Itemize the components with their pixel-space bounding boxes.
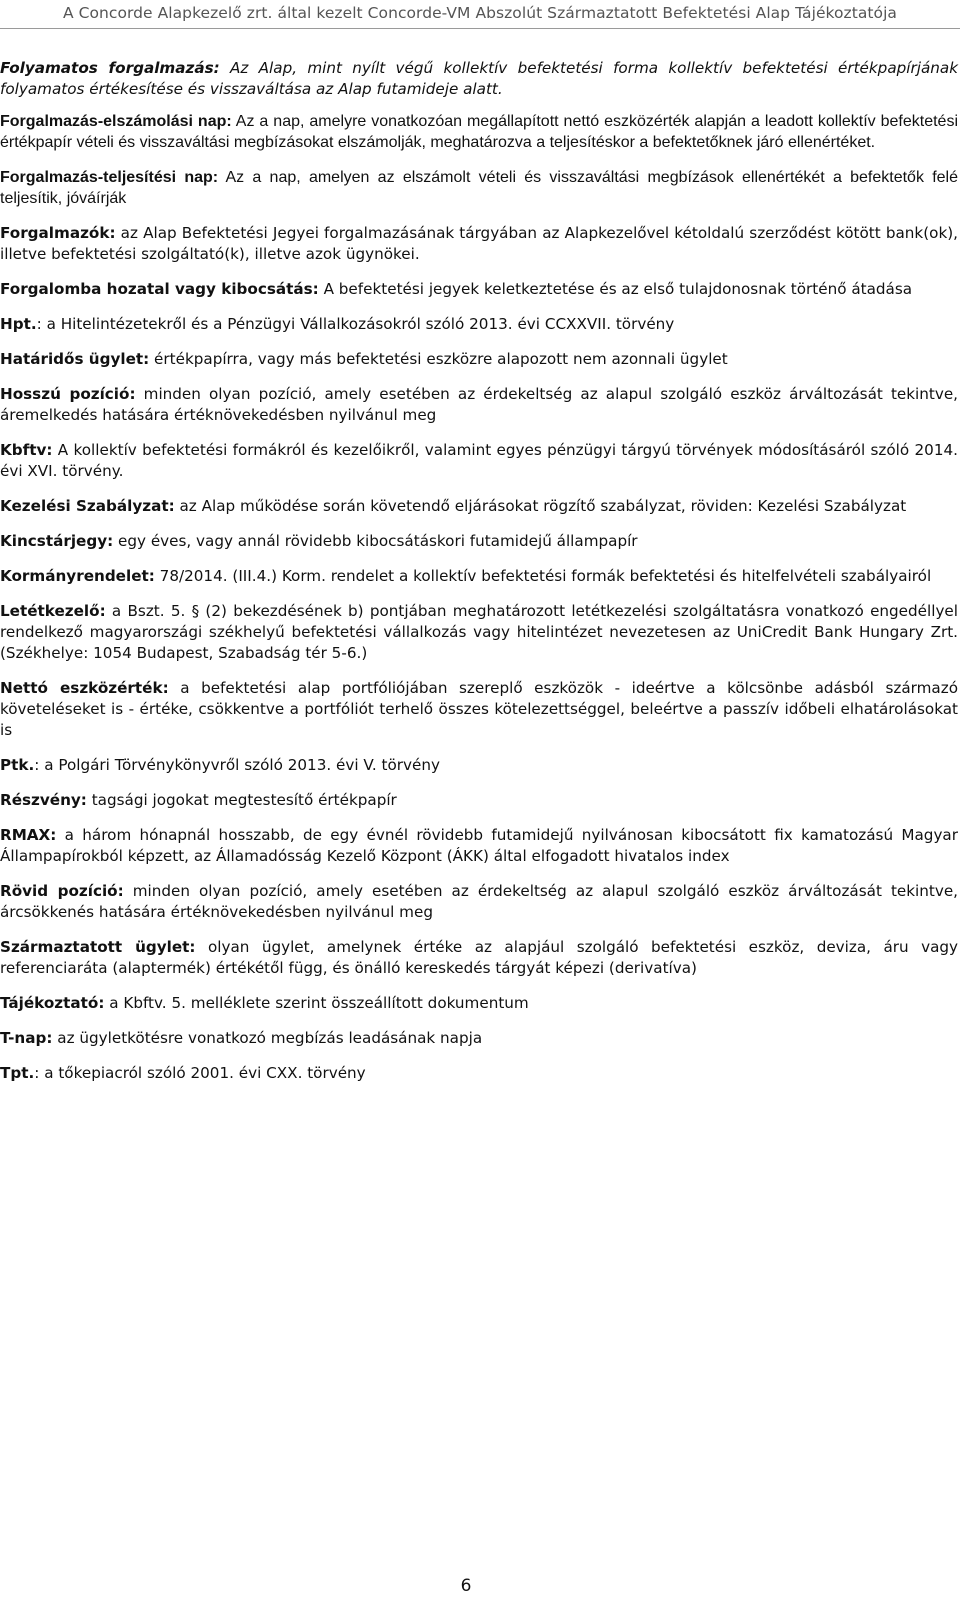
definition-hpt <box>0 314 958 335</box>
definition-text: A befektetési jegyek keletkeztetése és az első tulajdonosnak történő átadása <box>318 280 913 298</box>
definition-term: Kbftv: <box>0 441 53 459</box>
definition-text: Az Alap, mint nyílt végű kollektív befektetési forma kollektív befektetési értékpapírjának folyamatos értékesítése és visszaváltása az Alap futamideje alatt. <box>0 59 958 98</box>
definition-term: Hpt. <box>0 315 37 333</box>
definition-text: a befektetési alap portfóliójában szereplő eszközök - ideértve a kölcsönbe adásból származó követeléseket is - értéke, csökkentve a portfóliót terhelő összes kötelezettséggel, beleértve a passzív időbeli elhatárolásokat is <box>0 679 958 739</box>
definition-text: olyan ügylet, amelynek értéke az alapjául szolgáló befektetési eszköz, deviza, áru vagy referenciaráta (alaptermék) értékétől függ, és önálló kereskedés tárgyát képezi (derivatíva) <box>0 938 959 977</box>
definition-term: Folyamatos forgalmazás: <box>0 59 220 77</box>
definition-term: Hosszú pozíció: <box>0 385 136 403</box>
definition-forgalmazas-elszamolasi-nap <box>0 111 958 153</box>
definition-text: 78/2014. (III.4.) Korm. rendelet a kollektív befektetési formák befektetési és hitelfelvételi szabályairól <box>154 567 932 585</box>
definition-text: : a Hitelintézetekről és a Pénzügyi Vállalkozásokról szóló 2013. évi CCXXVII. törvény <box>36 315 675 333</box>
definition-term: Nettó eszközérték: <box>0 679 169 697</box>
definition-text: az Alap Befektetési Jegyei forgalmazásának tárgyában az Alapkezelővel kétoldalú szerződést kötött bank(ok), illetve befektetési szolgáltató(k), illetve azok ügynökei. <box>0 224 958 263</box>
definition-text: : a Polgári Törvénykönyvről szóló 2013. évi V. törvény <box>34 756 440 774</box>
definition-term: Tpt. <box>0 1064 35 1082</box>
definition-tpt <box>0 1063 958 1084</box>
definition-text: értékpapírra, vagy más befektetési eszközre alapozott nem azonnali ügylet <box>149 350 728 368</box>
definition-text: Az a nap, amelyre vonatkozóan megállapított nettó eszközérték alapján a leadott kollektív befektetési értékpapír vételi és visszaváltási megbízásokat elszámolják, meghatározva a teljesítéskor a befektetőknek járó ellenértéket. <box>0 113 959 151</box>
definition-text: : a tőkepiacról szóló 2001. évi CXX. törvény <box>34 1064 366 1082</box>
definition-ptk <box>0 755 958 776</box>
definition-text: Az a nap, amelyen az elszámolt vételi és visszaváltási megbízások ellenértékét a befektetők felé teljesítik, jóváírják <box>0 169 959 207</box>
definition-t-nap <box>0 1028 958 1049</box>
definition-text: a három hónapnál hosszabb, de egy évnél rövidebb futamidejű nyilvánosan kibocsátott fix kamatozású Magyar Állampapírokból képzett, az Államadósság Kezelő Központ (ÁKK) által elfogadott hivatalos index <box>0 826 958 865</box>
definition-term: Forgalomba hozatal vagy kibocsátás: <box>0 280 319 298</box>
definition-netto-eszkozertek <box>0 678 958 741</box>
definition-forgalmazas-teljesitesi-nap <box>0 167 958 209</box>
page-header: A Concorde Alapkezelő zrt. által kezelt Concorde-VM Abszolút Származtatott Befektetési Alap Tájékoztatója <box>63 4 897 22</box>
definition-text: a Bszt. 5. § (2) bekezdésének b) pontjában meghatározott letétkezelési szolgáltatásra vonatkozó engedéllyel rendelkező magyarországi székhelyű befektetési vállalkozás vagy hitelintézet nevezetesen az UniCredit Bank Hungary Zrt. (Székhelye: 1054 Budapest, Szabadság tér 5-6.) <box>0 602 958 662</box>
definition-term: Forgalmazók: <box>0 224 116 242</box>
definition-forgalmazok <box>0 223 958 265</box>
definition-kbftv <box>0 440 958 482</box>
definition-text: az Alap működése során követendő eljárásokat rögzítő szabályzat, röviden: Kezelési Szabályzat <box>174 497 907 515</box>
definition-term: Ptk. <box>0 756 35 774</box>
definition-folyamatos-forgalmazas <box>0 58 958 100</box>
definition-hosszu-pozicio <box>0 384 958 426</box>
definition-term: Származtatott ügylet: <box>0 938 196 956</box>
definition-term: Részvény: <box>0 791 87 809</box>
definition-term: Kincstárjegy: <box>0 532 114 550</box>
definition-text: tagsági jogokat megtestesítő értékpapír <box>86 791 397 809</box>
definition-kezelesi-szabalyzat <box>0 496 958 517</box>
definition-text: a Kbftv. 5. melléklete szerint összeállított dokumentum <box>104 994 529 1012</box>
definition-term: Tájékoztató: <box>0 994 105 1012</box>
definition-text: egy éves, vagy annál rövidebb kibocsátáskori futamidejű állampapír <box>113 532 638 550</box>
definition-szarmaztatott-ugylet <box>0 937 958 979</box>
definition-term: RMAX: <box>0 826 57 844</box>
definition-text: az ügyletkötésre vonatkozó megbízás leadásának napja <box>52 1029 483 1047</box>
definition-term: Forgalmazás-elszámolási nap: <box>0 113 232 130</box>
definition-rmax <box>0 825 958 867</box>
page-number: 6 <box>460 1576 472 1596</box>
definition-forgalomba-hozatal <box>0 279 958 300</box>
definitions-list <box>0 58 958 1098</box>
definition-rovid-pozicio <box>0 881 958 923</box>
definition-text: minden olyan pozíció, amely esetében az érdekeltség az alapul szolgáló eszköz árváltozását tekintve, árcsökkenés hatására értéknövekedésben nyilvánul meg <box>0 882 958 921</box>
definition-term: Letétkezelő: <box>0 602 106 620</box>
definition-kincstarjegy <box>0 531 958 552</box>
definition-kormanyrendelet <box>0 566 958 587</box>
definition-text: A kollektív befektetési formákról és kezelőikről, valamint egyes pénzügyi tárgyú törvények módosításáról szóló 2014. évi XVI. törvény. <box>0 441 958 480</box>
definition-hataridos-ugylet <box>0 349 958 370</box>
definition-term: Rövid pozíció: <box>0 882 124 900</box>
definition-term: T-nap: <box>0 1029 53 1047</box>
definition-letetkezelo <box>0 601 958 664</box>
definition-term: Kezelési Szabályzat: <box>0 497 175 515</box>
definition-term: Határidős ügylet: <box>0 350 150 368</box>
definition-term: Forgalmazás-teljesítési nap: <box>0 169 219 186</box>
definition-text: minden olyan pozíció, amely esetében az érdekeltség az alapul szolgáló eszköz árváltozását tekintve, áremelkedés hatására értéknövekedésben nyilvánul meg <box>0 385 959 424</box>
definition-term: Kormányrendelet: <box>0 567 155 585</box>
definition-tajekoztato <box>0 993 958 1014</box>
header-rule <box>0 28 960 29</box>
definition-reszveny <box>0 790 958 811</box>
